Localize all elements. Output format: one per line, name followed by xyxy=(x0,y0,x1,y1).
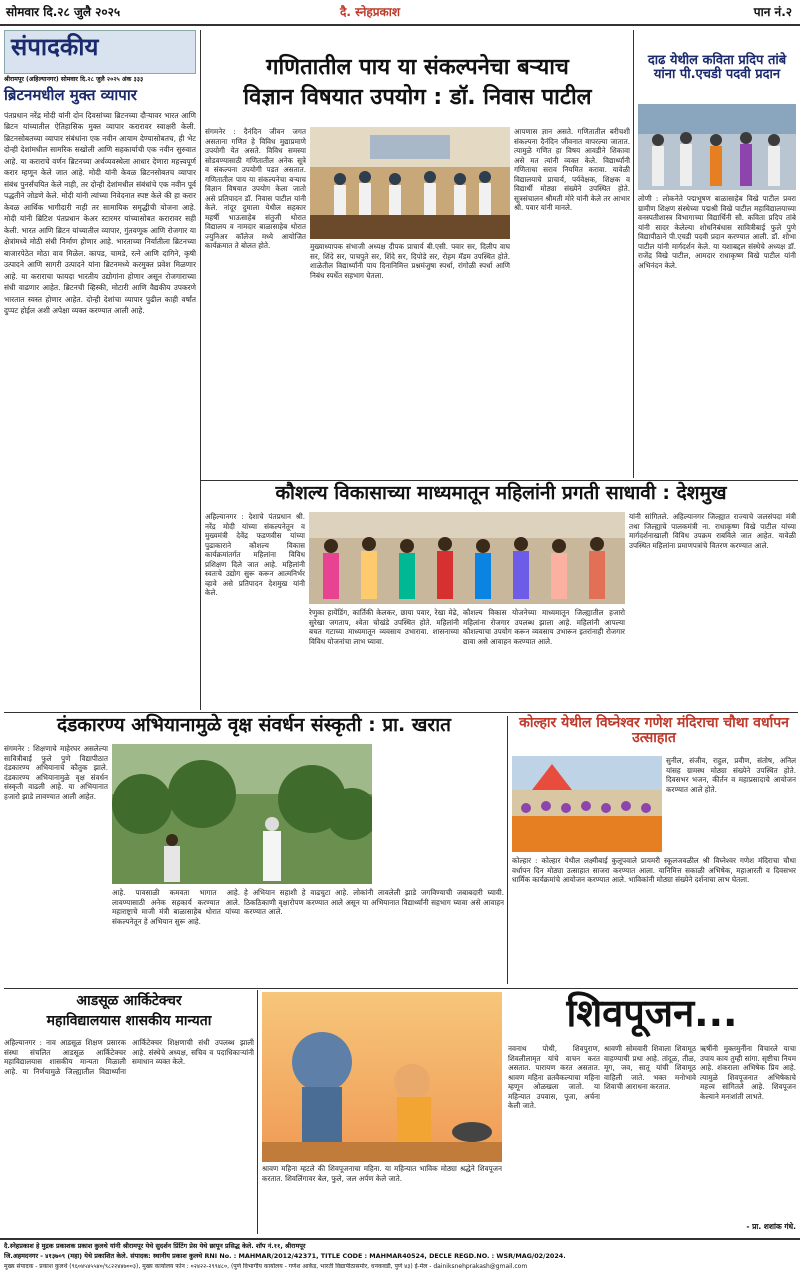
temple-body: कोल्हार : कोल्हार येथील लक्ष्मीबाई कुलूपवाले प्रायमरी स्कूलजवळील श्री विघ्नेश्वर गणेश मंदिराचा चौथा वर्धापन दिन मोठ्या उत्साहात साजरा करण्यात आला. यानिमित्त सकाळी अभिषेक, महाआरती व दिवसभर धार्मिक कार्यक्रमांचे आयोजन करण्यात आले. भाविकांनी मोठ्या संख्येने दर्शनाचा लाभ घेतला. xyxy=(512,856,796,884)
skill-body-a: अहिल्यानगर : देशाचे पंतप्रधान श्री. नरेंद्र मोदी यांच्या संकल्पनेतून व मुख्यमंत्री देवेंद्र फडणवीस यांच्या पुढाकाराने कौशल्य विकास कार्यक्रमांतर्गत महिलांना विविध प्रशिक्षण दिले जात आहे. महिलांनी स्वतःचे उद्योग सुरू करून आत्मनिर्भर व्हावे असे प्रतिपादन देशमुख यांनी केले. xyxy=(205,512,305,597)
shiv-illustration xyxy=(262,992,502,1162)
tree-body-c: हे अभियान सहाशी हे वाढचुटा आहे. लोकांनी लावलेली झाडे जगविण्याची जबाबदारी घ्यावी. ठिकठिकाणी वृक्षारोपण करण्यात आले असून या अभियानात विद्यार्थ्यांनी सहभाग घ्यावा असे आवाहन करण्यात आले. xyxy=(244,888,504,916)
temple-body-b: सुनील, संजीव, राहुल, प्रवीण, संतोष, अनिल यांसह ग्रामस्थ मोठ्या संख्येने उपस्थित होते. दिवसभर भजन, कीर्तन व महाप्रसादाचे आयोजन करण्यात आले होते. xyxy=(666,756,796,794)
skill-body-d: यांनी सांगितले. अहिल्यानगर जिल्ह्यात राज्याचे जलसंपदा मंत्री तथा जिल्ह्याचे पालकमंत्री ना. राधाकृष्ण विखे पाटील यांच्या मार्गदर्शनाखाली विविध उपक्रम राबविले जात आहेत. यावेळी उपस्थित महिलांना प्रमाणपत्रांचे वितरण करण्यात आले. xyxy=(629,512,796,550)
side-photo xyxy=(638,104,796,190)
shiv-body-c: ऋषींनी मुक्तमुनींना विचारले याचा उपाय काय तुम्ही सांगा. सृष्टीचा नियम आहे. शंकराला अभिषेक प्रिय आहे. त्यामुळे शिवपूजनात अभिषेकाचे महत्त्व सांगितले आहे. शिवपूजन केल्याने मनःशांती लाभते. xyxy=(700,1044,796,1101)
lead-photo xyxy=(310,127,510,239)
lead-body-c: आपणास ज्ञान असते. गणितातील बरीचशी संकल्पना दैनंदिन जीवनात वापरल्या जातात. त्यामुळे गणित हा विषय आवडीने शिकावा असे मत त्यांनी व्यक्त केले. विद्यार्थ्यांनी गणिताचा सराव नियमित करावा. यावेळी विद्यालयाचे प्राचार्य, पर्यवेक्षक, शिक्षक व विद्यार्थी मोठ्या संख्येने उपस्थित होते. सूत्रसंचालन श्रीमती मोरे यांनी केले तर आभार श्री. पवार यांनी मानले. xyxy=(514,127,630,212)
lead-body-b: मुख्याध्यापक संभाजी अध्यक्ष दीपक प्राचार्य बी.एसी. पवार सर, दिलीप वाघ सर, शिंदे सर, पाचपुते सर, शिंदे सर, दिपोडे सर, रोहम मॅडम उपस्थित होते. शाळेतील विद्यार्थ्यांनी पाय दिनानिमित्त प्रश्नमंजुषा स्पर्धा, रांगोळी स्पर्धा आणि निबंध स्पर्धेत सहभाग घेतला. xyxy=(310,242,510,280)
temple-headline: कोल्हार येथील विघ्नेश्वर गणेश मंदिराचा चौथा वर्धापन उत्साहात xyxy=(519,715,789,746)
masthead-paper-name: दै. स्नेहप्रकाश xyxy=(340,5,401,19)
skill-photo xyxy=(309,512,625,604)
arch-body: अहिल्यानगर : नाव आडसूळ शिक्षण प्रसारक संस्था संचलित आडसूळ आर्किटेक्चर महाविद्यालयास शासकीय मान्यता मिळाली आहे. या निर्णयामुळे जिल्ह्यातील विद्यार्थ्यांना आर्किटेक्चर शिक्षणाची संधी उपलब्ध झाली आहे. संस्थेचे अध्यक्ष, सचिव व पदाधिकाऱ्यांनी समाधान व्यक्त केले. xyxy=(4,1038,254,1076)
temple-crowd-photo-image xyxy=(512,756,662,852)
tree-photo xyxy=(112,744,372,884)
skill-body-b: रेणुका हायेंडिंग, कार्तिकी केलकर, छाया पवार, रेखा मेढे, सुरेखा जगताप, श्वेता चोखंडे उपस्थित होते. महिलांनी बचत गटाच्या माध्यमातून व्यवसाय उभारावा. शासनाच्या विविध योजनांचा लाभ घ्यावा. xyxy=(309,608,459,646)
footer-line-1: दै.स्नेहप्रकाश हे मुद्रक प्रकाशक प्रकाश कुलथे यांनी श्रीरामपूर येथे सुदर्शन प्रिंटिंग प्रेस येथे छापून प्रसिद्ध केले. शॉप नं.११, श्रीरामपूर xyxy=(4,1242,306,1250)
editorial-dateline: श्रीरामपूर (अहिल्यानगर) सोमवार दि.२८ जुलै २०२५ अंक ३३३ xyxy=(4,76,144,83)
arch-headline-1: आडसूळ आर्किटेक्चर xyxy=(76,993,182,1009)
footer-line-3: मुख्य संपादक - प्रकाश कुलथे (९६०४५४५५४०/९८२२४४७००३), मुख्य कार्यालय फोन : ०२४२२-२९९४८०, (पुणे विभागीय कार्यालय - गणेश आर्केड, भारती विद्यापीठासमोर, धनकवडी, पुणे ४३) ई-मेल - dainiksnehprakash@gmail.com xyxy=(4,1263,528,1270)
tree-body-a: संगमनेर : शिक्षणाचे माहेरघर असलेल्या सावित्रीबाई फुले पुणे विद्यापीठात दंडकारण्य अभियानाचे कौतुक झाले. दंडकारण्य अभियानामुळे वृक्ष संवर्धन संस्कृती वाढली आहे. या अभियानात हजारो झाडे लावण्यात आली आहेत. xyxy=(4,744,108,801)
editorial-title: संपादकीय xyxy=(11,33,99,61)
shiv-author: - प्रा. शशांक गंधे. xyxy=(746,1222,796,1231)
shiva-illustration-image xyxy=(262,992,502,1162)
shiv-caption-body: श्रावण महिना म्हटले की शिवपूजनाचा महिना. या महिन्यात भाविक मोठ्या श्रद्धेने शिवपूजन करतात. शिवलिंगावर बेल, फुले, जल अर्पण केले जाते. xyxy=(262,1164,502,1183)
masthead-date: सोमवार दि.२८ जुलै २०२५ xyxy=(6,5,121,19)
shiv-headline: शिवपूजन... xyxy=(566,991,738,1035)
shiv-body-a: नवनाथ पोथी, शिवपुराण, शिवलीलामृत यांचे वाचन करत असतात. पारायण करत असतात. श्रावण महिना व्रतवैकल्याचा महिना म्हणून ओळखला जातो. या महिन्यात उपवास, पूजा, अर्चना केली जाते. xyxy=(508,1044,600,1110)
shiv-body-b: श्रावणी सोमवारी शिवाला शिवामूठ वाहण्याची प्रथा आहे. तांदूळ, तीळ, मूग, जव, सातू यांची शिवामूठ वाहिली जाते. भक्त मनोभावे शिवाची आराधना करतात. xyxy=(604,1044,696,1091)
forest-photo-image xyxy=(112,744,372,884)
masthead xyxy=(0,0,800,26)
lead-body-a: संगमनेर : दैनंदिन जीवन जगत असताना गणित हे विविध मुद्याप्रमाणे उपयोगी येत असते. विविध समस्या सोडवण्यासाठी गणितातील अनेक सूत्रे व संकल्पना उपयोगी पडत असतात. गणितातील पाय या संकल्पनेचा बऱ्याच विज्ञान विषयात उपयोग केला जातो असे प्रतिपादन डॉ. निवास पाटील यांनी केले. नांदूर दुमाला येथील सहकार महर्षी भाऊसाहेब संतुजी थोरात विद्यालय व नामदार बाळासाहेब थोरात ज्युनिअर कॉलेज मध्ये आयोजित कार्यक्रमात ते बोलत होते. xyxy=(205,127,306,250)
editorial-body: पंतप्रधान नरेंद्र मोदी यांनी दोन दिवसांच्या ब्रिटनच्या दौऱ्यावर भारत आणि ब्रिटन यांच्यातील ऐतिहासिक मुक्त व्यापार करारावर स्वाक्षरी केली. ब्रिटनसोबतच्या व्यापार संबंधांना एक नवीन आयाम देण्यासोबतच, ही भेट दोन्ही देशांमधील सामरिक सखोली आणि सहकार्याची एक नवीन सुरुवात आहे. या कराराचे वर्णन ब्रिटनच्या अर्थव्यवस्थेला आधार देणारा महत्त्वपूर्ण करार म्हणून केले जात आहे. मोदी यांनी केवळ ब्रिटनसोबतच व्यापार संबंध पुनर्संचयित केले नाही, तर दोन्ही देशांमधील संबंधांचे एक नवीन पूर्व पद्धतीने जोडणे केले. मोदी यांनी त्यांच्या निवेदनात स्पष्ट केले की हा करार केवळ आर्थिक भागीदारी नाही तर सामायिक समृद्धीची योजना आहे. मोदी यांनी ब्रिटिश पंतप्रधान केअर स्टारमर यांच्यासोबत करारावर सही केली. भारत आणि ब्रिटन यांच्यातील व्यापार, गुंतवणूक आणि रोजगार या क्षेत्रांमध्ये मोठी संधी निर्माण होणार आहे. भारताच्या निर्यातीला ब्रिटनच्या बाजारपेठेत मोठा वाव मिळेल. कापड, चामडे, रत्ने आणि दागिने, कृषी उत्पादने आणि सागरी उत्पादने यांना ब्रिटनमध्ये करमुक्त प्रवेश मिळणार आहे. या कराराचा फायदा भारतीय उद्योगांना होणार असून रोजगाराच्या संधी वाढणार आहेत. ब्रिटनची व्हिस्की, मोटारी आणि वैद्यकीय उपकरणे भारतात स्वस्त होणार आहेत. दोन्ही देशांचा व्यापार पुढील काही वर्षांत दुप्पट होईल अशी अपेक्षा व्यक्त करण्यात आली आहे. xyxy=(4,111,196,315)
skill-body-c: कौशल्य विकास योजनेच्या माध्यमातून जिल्ह्यातील हजारो महिलांना रोजगार उपलब्ध झाला आहे. महिलांनी आपल्या कौशल्याचा उपयोग करून व्यवसाय उभारून इतरांनाही रोजगार द्यावा असे आवाहन करण्यात आले. xyxy=(463,608,625,646)
editorial-headline: ब्रिटनमधील मुक्त व्यापार xyxy=(4,86,137,104)
footer-line-2: जि.अहमदनगर - ४१३७०९ (महा) येथे प्रकाशित केले. संपादक: स्थानीय प्रकाश कुलथे RNI No. : MAHMAR/2012/42371, TITLE CODE : MAHMAR40524, DECLE REGD.NO. : WSR/MAG/02/2024. xyxy=(4,1252,566,1260)
editorial-banner xyxy=(4,30,196,74)
classroom-photo-image xyxy=(310,127,510,239)
award-photo-image xyxy=(638,104,796,190)
side-body: लोणी : लोकनेते पद्मभूषण बाळासाहेब विखे पाटील प्रवरा ग्रामीण शिक्षण संस्थेच्या पद्मश्री विखे पाटील महाविद्यालयाच्या वनस्पतीशास्त्र विभागाच्या विद्यार्थिनी सौ. कविता प्रदिप तांबे यांनी सादर केलेल्या शोधनिबंधास सावित्रीबाई फुले पुणे विद्यापीठाने पी.एचडी पदवी प्रदान करण्यात आली. डॉ. शोभा पाटील यांनी मार्गदर्शन केले. या यशाबद्दल संस्थेचे अध्यक्ष डॉ. राजेंद्र विखे पाटील, आमदार राधाकृष्ण विखे पाटील यांनी अभिनंदन केले. xyxy=(638,194,796,270)
temple-photo xyxy=(512,756,662,852)
skill-headline: कौशल्य विकासाच्या माध्यमातून महिलांनी प्रगती साधावी : देशमुख xyxy=(275,482,727,504)
tree-body-b: आहे. पावसाळी कमवता भागात आहे. लावण्यासाठी अनेक सहकार्य करण्यात आले. महाराष्ट्राचे माजी मंत्री बाळासाहेब थोरात यांच्या संकल्पनेतून हे अभियान सुरू आहे. xyxy=(112,888,240,926)
women-group-photo-image xyxy=(309,512,625,604)
lead-headline-1: गणितातील पाय या संकल्पनेचा बऱ्याच xyxy=(266,55,569,80)
masthead-page-number: पान नं.२ xyxy=(753,5,792,19)
arch-headline-2: महाविद्यालयास शासकीय मान्यता xyxy=(46,1013,212,1029)
lead-headline-2: विज्ञान विषयात उपयोग : डॉ. निवास पाटील xyxy=(243,85,592,110)
tree-headline: दंडकारण्य अभियानामुळे वृक्ष संवर्धन संस्कृती : प्रा. खरात xyxy=(57,714,451,736)
side-headline: दाढ येथील कविता प्रदिप तांबे यांना पी.एचडी पदवी प्रदान xyxy=(647,53,787,82)
